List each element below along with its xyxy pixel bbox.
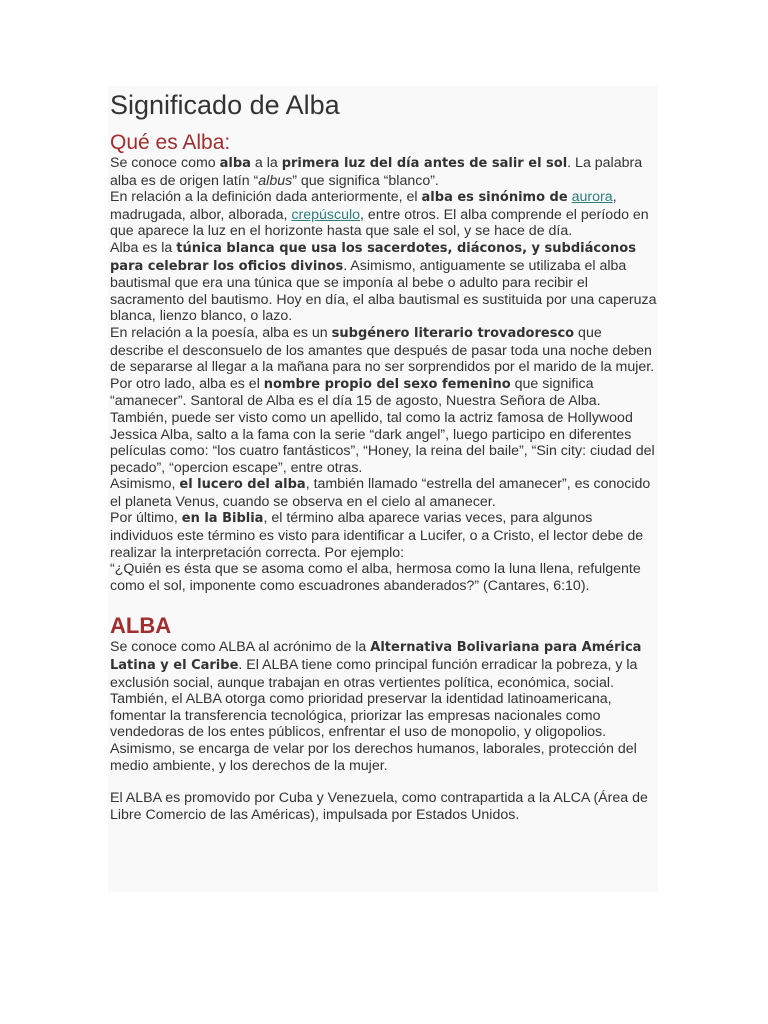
- paragraph-nombre-propio: Por otro lado, alba es el nombre propio del sexo femenino que significa “amanecer”. Santoral de Alba es el día 15 de agosto, Nuestra Señora de Alba. También, puede ser visto como un apellido, tal como la actriz famosa de Hollywood Jessica Alba, salto a la fama con la serie “dark angel”, luego participo en diferentes películas como: “los cuatro fantásticos”, “Honey, la reina del baile”, “Sin city: ciudad del pecado”, “opercion escape”, entre otras.: [110, 375, 655, 476]
- paragraph-synonyms: En relación a la definición dada anteriormente, el alba es sinónimo de aurora, madrugada, albor, alborada, crepúsculo, entre otros. El alba comprende el período en que aparece la luz en el horizonte hasta que sale el sol, y se hace de día.: [110, 189, 649, 240]
- article: [108, 86, 658, 823]
- page-title: Significado de Alba: [110, 90, 340, 120]
- section-heading-alba: ALBA: [110, 613, 172, 639]
- paragraph-promovido: El ALBA es promovido por Cuba y Venezuela, como contrapartida a la ALCA (Área de Libre Comercio de las Américas), impulsada por Estados Unidos.: [110, 790, 648, 823]
- paragraph-lucero: Asimismo, el lucero del alba, también llamado “estrella del amanecer”, es conocido el planeta Venus, cuando se observa en el cielo al amanecer.: [110, 476, 651, 510]
- paragraph-acronimo: Se conoce como ALBA al acrónimo de la Alternativa Bolivariana para América Latina y el Caribe. El ALBA tiene como principal función erradicar la pobreza, y la exclusión social, aunque trabajan en otras vertientes política, económica, social.: [110, 639, 642, 691]
- paragraph-poesia: En relación a la poesía, alba es un subgénero literario trovadoresco que describe el desconsuelo de los amantes que después de pasar toda una noche deben de separarse al llegar a la mañana para no ser sorprendidos por el marido de la mujer.: [110, 324, 655, 376]
- link-crepusculo[interactable]: crepúsculo: [291, 206, 361, 223]
- paragraph-biblia: Por último, en la Biblia, el término alba aparece varias veces, para algunos individuos este término es visto para identificar a Lucifer, o a Cristo, el lector debe de realizar la interpretación correcta. Por ejemplo:: [110, 510, 644, 561]
- paragraph-definition: Se conoce como alba a la primera luz del día antes de salir el sol. La palabra alba es de origen latín “albus” que significa “blanco”.: [110, 155, 643, 189]
- link-aurora[interactable]: aurora: [571, 189, 613, 206]
- paragraph-cita: “¿Quién es ésta que se asoma como el alba, hermosa como la luna llena, refulgente como el sol, imponente como escuadrones abanderados?” (Cantares, 6:10).: [110, 561, 641, 594]
- paragraph-prioridad: También, el ALBA otorga como prioridad preservar la identidad latinoamericana, fomentar la transferencia tecnológica, priorizar las empresas nacionales como vendedoras de los entes públicos, enfrentar el uso de monopolio, y oligopolios. Asimismo, se encarga de velar por los derechos humanos, laborales, protección del medio ambiente, y los derechos de la mujer.: [110, 691, 637, 774]
- paragraph-tunica: Alba es la túnica blanca que usa los sacerdotes, diáconos, y subdiáconos para celebrar los oficios divinos. Asimismo, antiguamente se utilizaba el alba bautismal que era una túnica que se imponía al bebe o adulto para recibir el sacramento del bautismo. Hoy en día, el alba bautismal es sustituida por una caperuza blanca, lienzo blanco, o lazo.: [110, 239, 657, 325]
- document-page: [108, 86, 658, 892]
- spacer: [110, 774, 658, 790]
- section-heading-que-es-alba: Qué es Alba:: [110, 131, 231, 154]
